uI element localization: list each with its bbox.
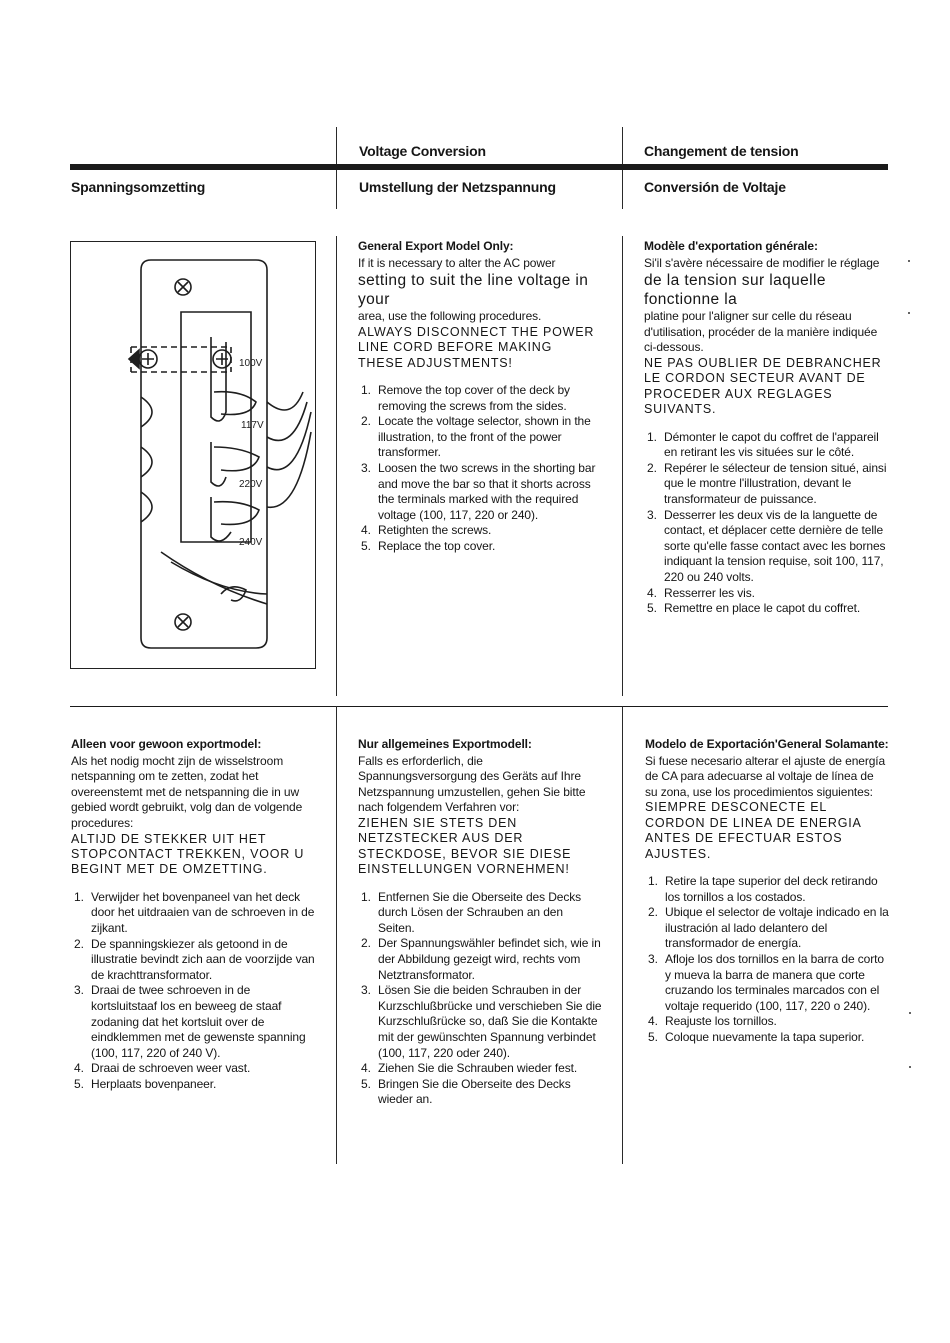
heading-german: Umstellung der Netzspannung	[359, 179, 556, 195]
french-intro-line-3: platine pour l'aligner sur celle du réseau d'utilisation, procéder de la manière indiquée ci-dessous.	[644, 309, 878, 355]
list-item: 1. Entfernen Sie die Oberseite des Decks durch Lösen der Schrauben an den Seiten.	[361, 889, 582, 935]
english-section	[358, 239, 601, 555]
list-item: 2. De spanningskiezer als getoond in de illustratie bevindt zich aan de voorzijde van de krachttransformator.	[74, 936, 315, 982]
spanish-intro: Si fuese necesario alterar el ajuste de energía de CA para adecuarse al voltaje de línea de su zona, use los procedimientos siguientes:	[645, 753, 886, 799]
step-text: Coloque nuevamente la tapa superior.	[665, 1029, 865, 1044]
english-intro-line-1: If it is necessary to alter the AC power	[358, 255, 556, 270]
label-240v: 240V	[239, 537, 263, 548]
step-text: Démonter le capot du coffret de l'appareil en retirant les vis situées sur le côté.	[664, 429, 879, 460]
english-steps	[358, 383, 601, 555]
german-subtitle: Nur allgemeines Exportmodell:	[358, 737, 532, 751]
step-text: Loosen the two screws in the shorting bar and move the bar so that it shorts across the terminals marked with the required voltage (100, 117, 220 or 240).	[378, 460, 596, 522]
german-intro: Falls es erforderlich, die Spannungsversorgung des Geräts auf Ihre Netzspannung umzustellen, gehen Sie bitte nach folgendem Verfahren vor:	[358, 753, 586, 815]
french-subtitle: Modèle d'exportation générale:	[644, 239, 818, 253]
step-text: Draai de schroeven weer vast.	[91, 1061, 251, 1076]
list-item: 4. Draai de schroeven weer vast.	[74, 1061, 251, 1076]
step-text: Desserrer les deux vis de la languette de contact, et déplacer cette dernière de telle sorte qu'elle fasse contact avec les bornes indiquant la tension requise, soit 100, 117, 220 ou 240 volts.	[664, 507, 886, 584]
section-rule	[70, 706, 888, 707]
english-intro-line-2: setting to suit the line voltage in your	[358, 272, 589, 309]
list-item: 1. Remove the top cover of the deck by removing the screws from the sides.	[361, 383, 570, 413]
list-item: 2. Ubique el selector de voltaje indicado en la ilustración al lado delantero del transformador de energía.	[648, 905, 889, 951]
list-item: 5. Replace the top cover.	[361, 538, 496, 553]
voltage-selector-illustration	[70, 241, 316, 669]
list-item: 3. Loosen the two screws in the shorting bar and move the bar so that it shorts across the terminals marked with the required voltage (100, 117, 220 or 240).	[361, 460, 596, 522]
list-item: 5. Remettre en place le capot du coffret.	[647, 601, 861, 616]
label-220v: 220V	[239, 479, 263, 490]
step-text: Remettre en place le capot du coffret.	[664, 601, 861, 616]
step-text: Bringen Sie die Oberseite des Decks wieder an.	[378, 1076, 571, 1107]
column-divider-left-mid	[336, 236, 337, 696]
step-text: Verwijder het bovenpaneel van het deck door het uitdraaien van de schroeven in de zijkant.	[91, 889, 315, 935]
step-text: Resserrer les vis.	[664, 585, 755, 600]
french-intro-line-1: Si'il s'avère nécessaire de modifier le réglage	[644, 255, 880, 270]
scan-speck	[909, 1066, 911, 1068]
english-subtitle: General Export Model Only:	[358, 239, 514, 253]
dutch-steps	[71, 890, 315, 1093]
german-section	[358, 737, 602, 1108]
french-steps	[644, 430, 888, 617]
list-item: 3. Lösen Sie die beiden Schrauben in der Kurzschlußbrücke und verschieben Sie die Kurzschlußrücke so, daß Sie die Kontakte mit der gewünschten Spannung verbindet (100, 117, 220 oder 240).	[361, 983, 602, 1060]
header-rule	[70, 164, 888, 170]
list-item: 2. Locate the voltage selector, shown in the illustration, to the front of the power transformer.	[361, 414, 591, 460]
step-text: Ziehen Sie die Schrauben wieder fest.	[378, 1061, 578, 1076]
heading-dutch: Spanningsomzetting	[71, 179, 206, 195]
column-divider-left-bottom	[336, 706, 337, 1164]
heading-spanish: Conversión de Voltaje	[644, 179, 786, 195]
french-warning: NE PAS OUBLIER DE DEBRANCHER LE CORDON SECTEUR AVANT DE PROCEDER AUX REGLAGES SUIVANTS.	[644, 355, 882, 417]
heading-french: Changement de tension	[644, 143, 799, 159]
list-item: 5. Coloque nuevamente la tapa superior.	[648, 1029, 865, 1044]
step-text: Repérer le sélecteur de tension situé, ainsi que le montre l'illustration, devant le transformateur de puissance.	[664, 460, 887, 506]
step-text: Reajuste los tornillos.	[665, 1014, 777, 1029]
step-text: Lösen Sie die beiden Schrauben in der Kurzschlußbrücke und verschieben Sie die Kurzschlußrücke so, daß Sie die Kontakte mit der gewünschten Spannung verbindet (100, 117, 220 oder 240).	[378, 983, 602, 1060]
list-item: 4. Resserrer les vis.	[647, 585, 755, 600]
step-text: Retighten the screws.	[378, 523, 492, 538]
list-item: 4. Ziehen Sie die Schrauben wieder fest.	[361, 1061, 578, 1076]
voltage-selector-drawing	[71, 242, 315, 668]
list-item: 1. Verwijder het bovenpaneel van het deck door het uitdraaien van de schroeven in de zijkant.	[74, 889, 315, 935]
step-text: Herplaats bovenpaneer.	[91, 1076, 217, 1091]
step-text: Entfernen Sie die Oberseite des Decks durch Lösen der Schrauben an den Seiten.	[378, 889, 582, 935]
english-warning: ALWAYS DISCONNECT THE POWER LINE CORD BEFORE MAKING THESE ADJUSTMENTS!	[358, 324, 595, 370]
step-text: Locate the voltage selector, shown in the illustration, to the front of the power transformer.	[378, 414, 591, 460]
french-section	[644, 239, 888, 617]
scan-speck	[908, 312, 910, 314]
list-item: 2. Der Spannungswähler befindet sich, wie in der Abbildung gezeigt wird, rechts vom Netztransformator.	[361, 936, 601, 982]
step-text: Remove the top cover of the deck by removing the screws from the sides.	[378, 383, 570, 413]
list-item: 3. Afloje los dos tornillos en la barra de corto y mueva la barra de manera que corte cruzando los terminales marcados con el voltaje requerido (100, 117, 220 o 240).	[648, 951, 884, 1013]
step-text: Draai de twee schroeven in de kortsluitstaaf los en beweeg de staaf zodaning dat het kortsluit over de eindklemmen met de gewenste spanning (100, 117, 220 of 240 V).	[91, 983, 306, 1060]
step-text: Retire la tape superior del deck retirando los tornillos a los costados.	[665, 874, 878, 904]
scan-speck	[908, 260, 910, 262]
dutch-section	[71, 737, 315, 1093]
column-divider-right-bottom	[622, 706, 623, 1164]
label-117v: 117V	[241, 420, 264, 431]
list-item: 4. Reajuste los tornillos.	[648, 1014, 777, 1029]
dutch-subtitle: Alleen voor gewoon exportmodel:	[71, 737, 262, 751]
dutch-warning: ALTIJD DE STEKKER UIT HET STOPCONTACT TREKKEN, VOOR U BEGINT MET DE OMZETTING.	[71, 831, 305, 877]
label-100v: 100V	[239, 358, 263, 369]
list-item: 3. Desserrer les deux vis de la languette de contact, et déplacer cette dernière de telle sorte qu'elle fasse contact avec les bornes indiquant la tension requise, soit 100, 117, 220 ou 240 volts.	[647, 507, 886, 584]
list-item: 1. Démonter le capot du coffret de l'appareil en retirant les vis situées sur le côté.	[647, 429, 879, 460]
step-text: Afloje los dos tornillos en la barra de corto y mueva la barra de manera que corte cruzando los terminales marcados con el voltaje requerido (100, 117, 220 o 240).	[665, 951, 884, 1013]
list-item: 2. Repérer le sélecteur de tension situé, ainsi que le montre l'illustration, devant le transformateur de puissance.	[647, 460, 887, 506]
list-item: 5. Herplaats bovenpaneer.	[74, 1076, 217, 1091]
german-steps	[358, 890, 602, 1108]
list-item: 5. Bringen Sie die Oberseite des Decks wieder an.	[361, 1076, 571, 1107]
column-divider-right-mid	[622, 236, 623, 696]
spanish-warning: SIEMPRE DESCONECTE EL CORDON DE LINEA DE ENERGIA ANTES DE EFECTUAR ESTOS AJUSTES.	[645, 800, 861, 861]
spanish-subtitle: Modelo de Exportación'General Solamante:	[645, 737, 889, 751]
list-item: 3. Draai de twee schroeven in de kortsluitstaaf los en beweeg de staaf zodaning dat het kortsluit over de eindklemmen met de gewenste spanning (100, 117, 220 of 240 V).	[74, 983, 306, 1060]
scan-speck	[909, 1012, 911, 1014]
list-item: 4. Retighten the screws.	[361, 523, 492, 538]
step-text: Der Spannungswähler befindet sich, wie in der Abbildung gezeigt wird, rechts vom Netztransformator.	[378, 936, 601, 982]
spanish-section	[645, 737, 889, 1046]
spanish-steps	[645, 874, 889, 1046]
dutch-intro: Als het nodig mocht zijn de wisselstroom netspanning om te zetten, zodat het overeenstemt met de netspanning die in uw gebied wordt gebruikt, volg dan de volgende procedures:	[71, 753, 303, 830]
heading-english: Voltage Conversion	[359, 143, 486, 159]
english-intro-line-3: area, use the following procedures.	[358, 309, 542, 324]
list-item: 1. Retire la tape superior del deck retirando los tornillos a los costados.	[648, 874, 878, 904]
step-text: Replace the top cover.	[378, 538, 496, 553]
step-text: De spanningskiezer als getoond in de illustratie bevindt zich aan de voorzijde van de krachttransformator.	[91, 936, 315, 982]
german-warning: ZIEHEN SIE STETS DEN NETZSTECKER AUS DER STECKDOSE, BEVOR SIE DIESE EINSTELLUNGEN VORNEHMEN!	[358, 815, 572, 877]
french-intro-line-2: de la tension sur laquelle fonctionne la	[644, 272, 826, 309]
step-text: Ubique el selector de voltaje indicado en la ilustración al lado delantero del transformador de energía.	[665, 905, 889, 951]
